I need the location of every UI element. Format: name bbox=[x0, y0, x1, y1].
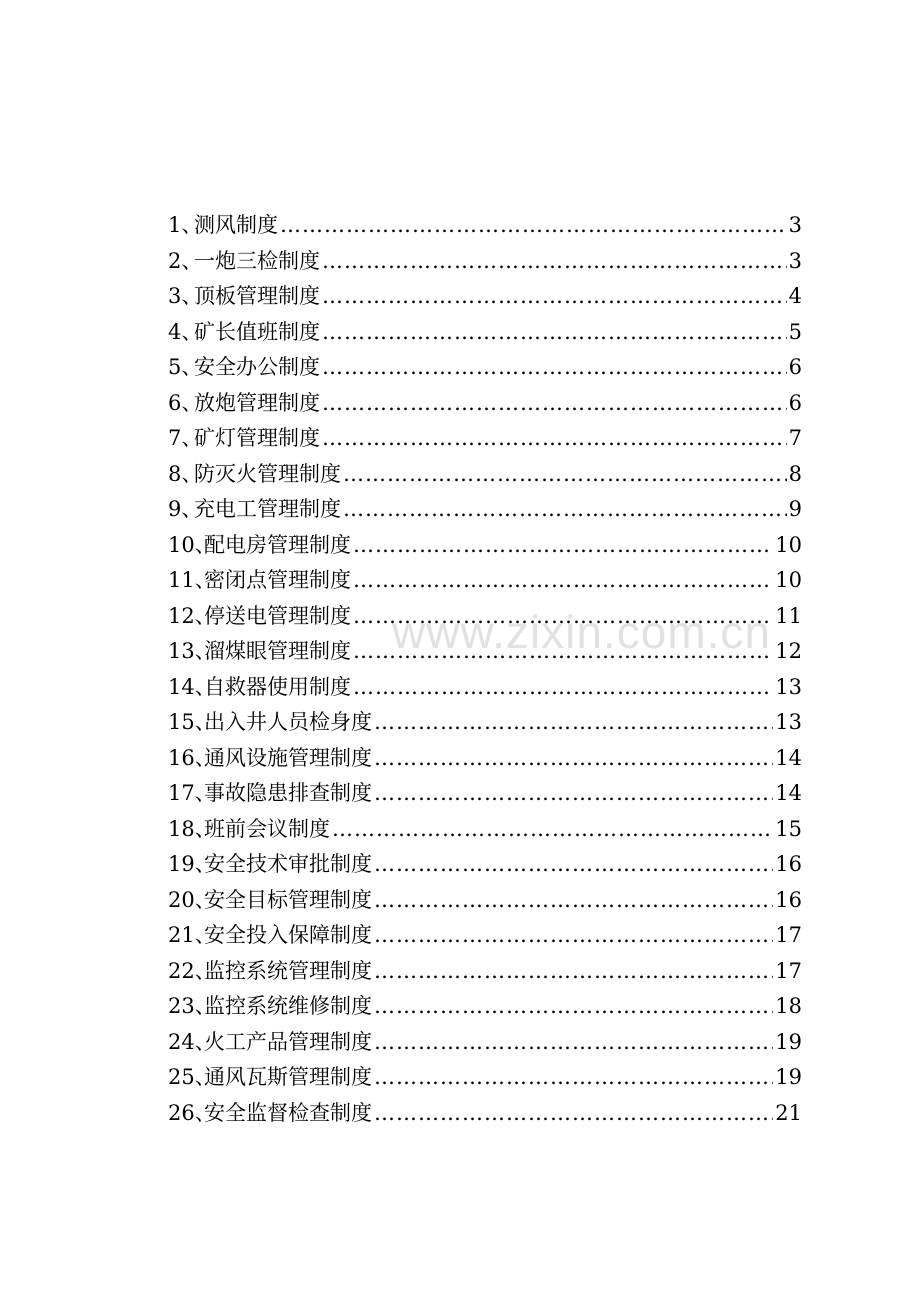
dot-leader bbox=[343, 492, 787, 528]
toc-entry-title: 配电房管理制度 bbox=[204, 532, 351, 557]
toc-entry-page: 10 bbox=[775, 568, 802, 592]
toc-entry-page: 6 bbox=[788, 390, 802, 415]
toc-entry-number: 11、 bbox=[168, 568, 216, 592]
toc-entry-page: 19 bbox=[775, 1065, 802, 1089]
toc-entry-page: 17 bbox=[775, 958, 802, 983]
toc-entry[interactable] bbox=[168, 954, 802, 990]
toc-entry-title: 放炮管理制度 bbox=[194, 390, 320, 415]
toc-entry-title: 安全目标管理制度 bbox=[204, 887, 372, 912]
toc-entry-page: 10 bbox=[775, 532, 802, 557]
toc-entry-number: 13、 bbox=[168, 639, 216, 663]
toc-entry-page: 13 bbox=[775, 710, 802, 734]
toc-entry[interactable] bbox=[168, 670, 802, 706]
toc-entry-page: 6 bbox=[788, 355, 802, 379]
toc-entry-page: 11 bbox=[775, 603, 802, 628]
toc-entry-title: 监控系统管理制度 bbox=[204, 958, 372, 983]
toc-entry-page: 21 bbox=[775, 1100, 802, 1125]
toc-entry-title: 通风瓦斯管理制度 bbox=[204, 1065, 372, 1089]
toc-entry[interactable] bbox=[168, 741, 802, 777]
toc-entry[interactable] bbox=[168, 457, 802, 493]
toc-entry-title: 出入井人员检身度 bbox=[204, 710, 372, 734]
toc-entry-title: 班前会议制度 bbox=[204, 816, 330, 841]
toc-entry-title: 安全监督检查制度 bbox=[204, 1100, 372, 1125]
toc-entry[interactable] bbox=[168, 279, 802, 315]
toc-entry-number: 21、 bbox=[168, 923, 216, 947]
toc-entry-number: 18、 bbox=[168, 816, 216, 841]
toc-entry[interactable] bbox=[168, 883, 802, 919]
toc-entry-page: 8 bbox=[788, 461, 802, 486]
dot-leader bbox=[322, 244, 787, 280]
toc-entry-page: 16 bbox=[775, 887, 802, 912]
toc-entry-page: 9 bbox=[788, 497, 802, 521]
toc-entry-title: 通风设施管理制度 bbox=[204, 745, 372, 770]
dot-leader bbox=[322, 315, 787, 351]
dot-leader bbox=[374, 1096, 773, 1132]
toc-entry-title: 充电工管理制度 bbox=[194, 497, 341, 521]
dot-leader bbox=[374, 883, 773, 919]
toc-entry-number: 25、 bbox=[168, 1065, 216, 1089]
toc-entry-number: 17、 bbox=[168, 781, 216, 805]
dot-leader bbox=[322, 279, 787, 315]
toc-entry[interactable] bbox=[168, 599, 802, 635]
toc-entry-page: 16 bbox=[775, 852, 802, 876]
toc-entry-title: 顶板管理制度 bbox=[194, 284, 320, 308]
toc-entry[interactable] bbox=[168, 634, 802, 670]
toc-entry[interactable] bbox=[168, 918, 802, 954]
toc-entry[interactable] bbox=[168, 563, 802, 599]
toc-entry-number: 4、 bbox=[168, 319, 203, 344]
table-of-contents bbox=[168, 208, 802, 1131]
toc-entry[interactable] bbox=[168, 847, 802, 883]
dot-leader bbox=[374, 1060, 773, 1096]
dot-leader bbox=[353, 634, 773, 670]
toc-entry-title: 一炮三检制度 bbox=[194, 248, 320, 273]
toc-entry[interactable] bbox=[168, 350, 802, 386]
toc-entry-number: 8、 bbox=[168, 461, 203, 486]
toc-entry-number: 20、 bbox=[168, 887, 216, 912]
toc-entry-title: 自救器使用制度 bbox=[204, 674, 351, 699]
toc-entry[interactable] bbox=[168, 1096, 802, 1132]
toc-entry-title: 监控系统维修制度 bbox=[204, 994, 372, 1018]
toc-entry-page: 4 bbox=[788, 284, 802, 308]
toc-entry[interactable] bbox=[168, 1060, 802, 1096]
toc-entry-page: 3 bbox=[788, 248, 802, 273]
toc-entry-number: 26、 bbox=[168, 1100, 216, 1125]
toc-entry[interactable] bbox=[168, 315, 802, 351]
toc-entry-number: 5、 bbox=[168, 355, 203, 379]
toc-entry-title: 溜煤眼管理制度 bbox=[204, 639, 351, 663]
dot-leader bbox=[280, 208, 787, 244]
dot-leader bbox=[374, 741, 773, 777]
toc-entry-page: 3 bbox=[788, 213, 802, 237]
toc-entry-number: 2、 bbox=[168, 248, 203, 273]
toc-entry-page: 18 bbox=[775, 994, 802, 1018]
toc-entry-title: 火工产品管理制度 bbox=[204, 1029, 372, 1054]
toc-entry-number: 19、 bbox=[168, 852, 216, 876]
toc-entry-number: 16、 bbox=[168, 745, 216, 770]
toc-entry-number: 10、 bbox=[168, 532, 216, 557]
toc-entry[interactable] bbox=[168, 492, 802, 528]
dot-leader bbox=[374, 1025, 773, 1061]
watermark: www.zixin.com.cn bbox=[392, 606, 771, 658]
dot-leader bbox=[322, 350, 787, 386]
toc-entry-number: 24、 bbox=[168, 1029, 216, 1054]
dot-leader bbox=[374, 776, 773, 812]
toc-entry-title: 安全技术审批制度 bbox=[204, 852, 372, 876]
toc-entry[interactable] bbox=[168, 421, 802, 457]
toc-entry-title: 矿长值班制度 bbox=[194, 319, 320, 344]
toc-entry-title: 安全投入保障制度 bbox=[204, 923, 372, 947]
toc-entry[interactable] bbox=[168, 244, 802, 280]
dot-leader bbox=[343, 457, 787, 493]
dot-leader bbox=[374, 847, 773, 883]
dot-leader bbox=[353, 670, 773, 706]
toc-entry-page: 14 bbox=[775, 745, 802, 770]
toc-entry-number: 12、 bbox=[168, 603, 216, 628]
toc-entry-title: 停送电管理制度 bbox=[204, 603, 351, 628]
toc-entry-number: 15、 bbox=[168, 710, 216, 734]
toc-entry-page: 15 bbox=[775, 816, 802, 841]
toc-entry[interactable] bbox=[168, 386, 802, 422]
toc-entry-number: 9、 bbox=[168, 497, 203, 521]
toc-entry-title: 测风制度 bbox=[194, 213, 278, 237]
toc-entry[interactable] bbox=[168, 776, 802, 812]
dot-leader bbox=[374, 918, 773, 954]
dot-leader bbox=[322, 386, 787, 422]
toc-entry-page: 19 bbox=[775, 1029, 802, 1054]
dot-leader bbox=[332, 812, 773, 848]
toc-entry-number: 3、 bbox=[168, 284, 203, 308]
toc-entry-title: 防灭火管理制度 bbox=[194, 461, 341, 486]
dot-leader bbox=[353, 563, 773, 599]
toc-entry[interactable] bbox=[168, 208, 802, 244]
toc-entry-number: 1、 bbox=[168, 213, 203, 237]
toc-entry-number: 6、 bbox=[168, 390, 203, 415]
toc-entry-page: 14 bbox=[775, 781, 802, 805]
dot-leader bbox=[322, 421, 787, 457]
toc-entry-page: 17 bbox=[775, 923, 802, 947]
toc-entry[interactable] bbox=[168, 989, 802, 1025]
toc-entry-title: 安全办公制度 bbox=[194, 355, 320, 379]
toc-entry[interactable] bbox=[168, 1025, 802, 1061]
toc-entry-page: 13 bbox=[775, 674, 802, 699]
toc-entry-page: 12 bbox=[775, 639, 802, 663]
toc-entry-title: 事故隐患排查制度 bbox=[204, 781, 372, 805]
dot-leader bbox=[374, 954, 773, 990]
toc-entry-title: 矿灯管理制度 bbox=[194, 426, 320, 450]
dot-leader bbox=[353, 599, 773, 635]
toc-entry-number: 23、 bbox=[168, 994, 216, 1018]
toc-entry-title: 密闭点管理制度 bbox=[204, 568, 351, 592]
dot-leader bbox=[374, 705, 773, 741]
dot-leader bbox=[353, 528, 773, 564]
dot-leader bbox=[374, 989, 773, 1025]
toc-entry-page: 5 bbox=[788, 319, 802, 344]
toc-entry[interactable] bbox=[168, 528, 802, 564]
toc-entry-number: 14、 bbox=[168, 674, 216, 699]
toc-entry-number: 22、 bbox=[168, 958, 216, 983]
toc-entry-number: 7、 bbox=[168, 426, 203, 450]
toc-entry-page: 7 bbox=[788, 426, 802, 450]
toc-entry[interactable] bbox=[168, 812, 802, 848]
toc-entry[interactable] bbox=[168, 705, 802, 741]
